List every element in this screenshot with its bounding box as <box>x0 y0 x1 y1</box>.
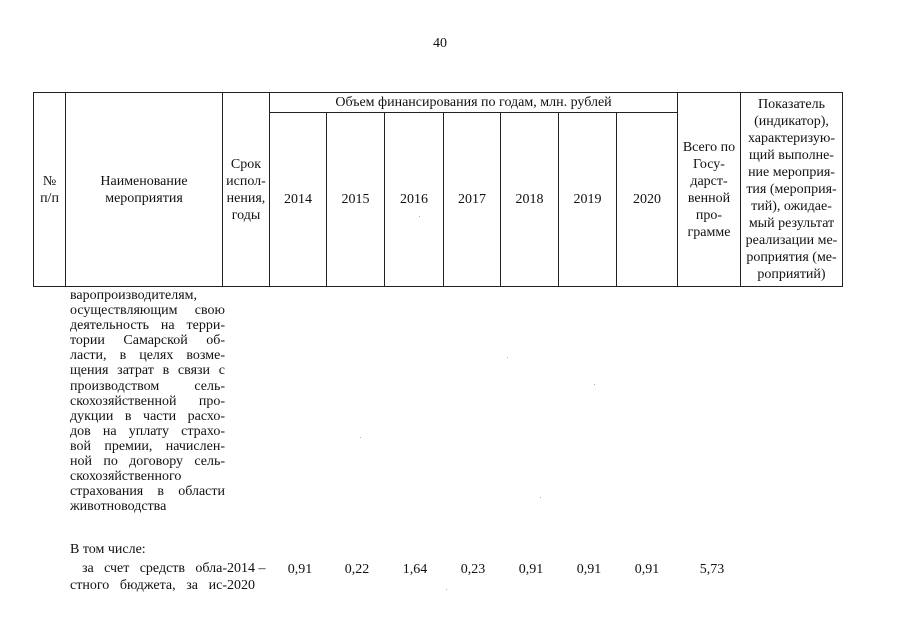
header-total: Всего по Госу-дарст-венной про-грамме <box>678 93 741 287</box>
row-label-line: стного бюджета, за ис- <box>70 578 227 593</box>
text-line: скохозяйственного <box>70 469 182 485</box>
value-total: 5,73 <box>699 562 725 577</box>
header-num: № п/п <box>34 93 66 287</box>
text-line: щения затрат в связи с <box>70 363 225 379</box>
page-number: 40 <box>433 36 447 51</box>
scan-speck <box>540 497 541 498</box>
header-term: Срок испол-нения, годы <box>223 93 270 287</box>
text-line: деятельность на терри- <box>70 318 225 334</box>
header-name: Наименование мероприятия <box>66 93 223 287</box>
header-year: 2020 <box>617 113 678 287</box>
text-line: вой премии, начислен- <box>70 438 225 454</box>
header-year: 2018 <box>501 113 559 287</box>
measure-description <box>70 288 225 514</box>
text-line: производством сель- <box>70 378 225 394</box>
value-2014: 0,91 <box>287 562 313 577</box>
header-year: 2014 <box>270 113 327 287</box>
scan-speck <box>419 216 420 217</box>
text-line: тории Самарской об- <box>70 333 225 349</box>
text-line: дукции в части расхо- <box>70 408 225 424</box>
scan-speck <box>594 384 595 385</box>
text-line: дов на уплату страхо- <box>70 423 225 439</box>
row-term <box>227 560 277 594</box>
value-2018: 0,91 <box>518 562 544 577</box>
row-label-line: за счет средств обла- <box>82 561 227 576</box>
text-line: страхования в области <box>70 484 225 500</box>
scan-speck <box>507 357 508 358</box>
text-line: животноводства <box>70 499 167 515</box>
header-year: 2015 <box>327 113 385 287</box>
header-year: 2019 <box>559 113 617 287</box>
text-line: ной по договору сель- <box>70 454 225 470</box>
header-year: 2016 <box>385 113 444 287</box>
value-2016: 1,64 <box>402 562 428 577</box>
scan-speck <box>360 437 361 438</box>
header-year: 2017 <box>444 113 501 287</box>
row-label <box>70 560 227 594</box>
row-term-line: 2020 <box>227 578 255 593</box>
header-indicator: Показатель (индикатор), характеризую-щий выполне-ние мероприя-тия (мероприя-тий), ожидае-мый результат реализации ме-роприятия (ме-роприятий) <box>741 93 843 287</box>
row-term-line: 2014 – <box>227 561 266 576</box>
value-2017: 0,23 <box>460 562 486 577</box>
text-line: ласти, в целях возме- <box>70 348 225 364</box>
text-line: осуществляющим свою <box>70 303 225 319</box>
table-header <box>33 92 843 287</box>
value-2020: 0,91 <box>634 562 660 577</box>
scan-speck <box>446 589 447 590</box>
value-2019: 0,91 <box>576 562 602 577</box>
text-line: скохозяйственной про- <box>70 393 225 409</box>
in-total-label: В том числе: <box>70 542 146 557</box>
text-line: варопроизводителям, <box>70 288 197 303</box>
header-funding-title: Объем финансирования по годам, млн. рублей <box>270 93 678 113</box>
value-2015: 0,22 <box>344 562 370 577</box>
